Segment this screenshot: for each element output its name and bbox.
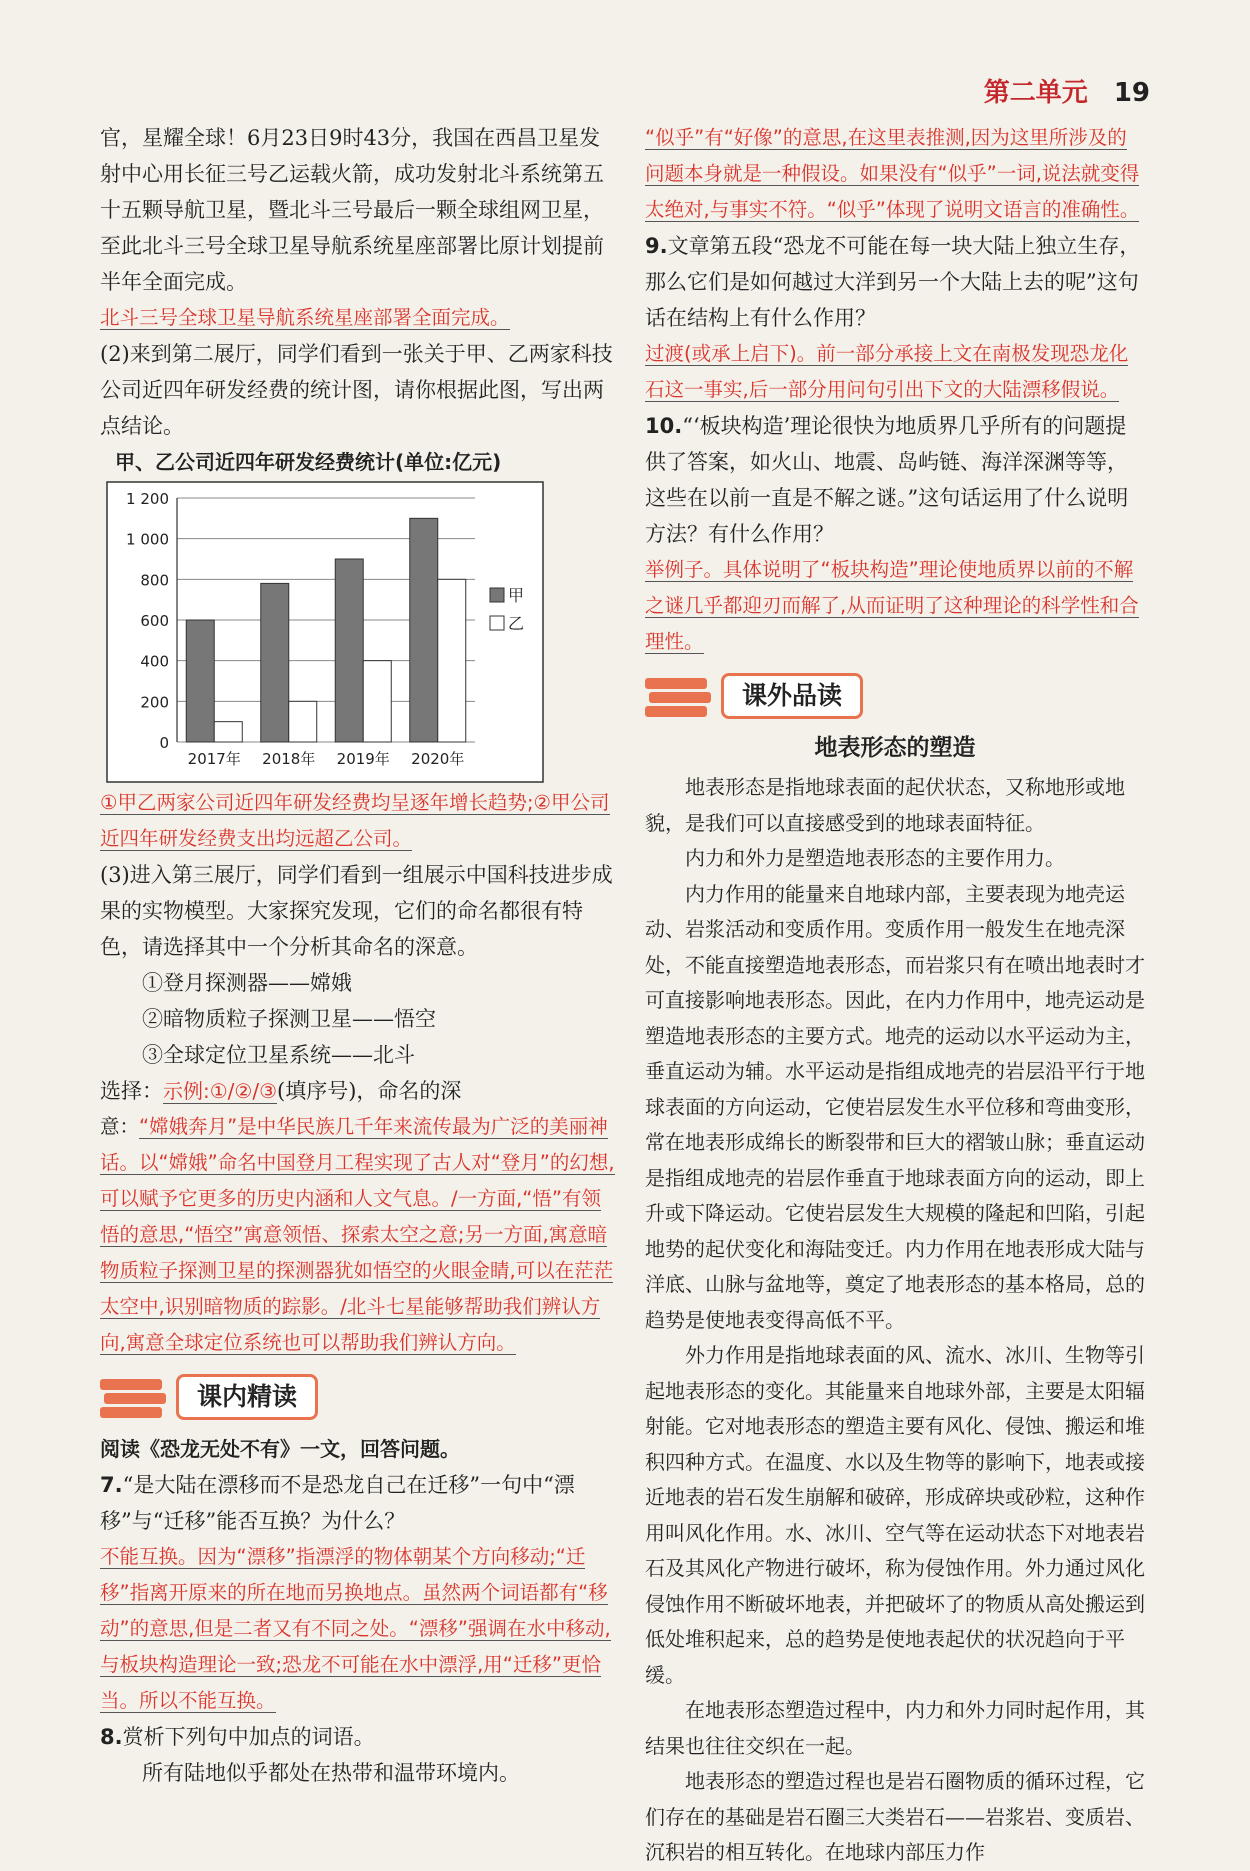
legend-swatch	[490, 616, 504, 630]
right-column	[645, 120, 1145, 1871]
unit-title: 第二单元	[983, 78, 1088, 108]
reading-instruction: 阅读《恐龙无处不有》一文，回答问题。	[100, 1437, 460, 1461]
y-tick-label: 200	[140, 693, 169, 712]
banner-label: 课外品读	[721, 673, 863, 719]
article-paragraph: 内力和外力是塑造地表形态的主要作用力。	[685, 846, 1065, 870]
intro-text: 官，星耀全球！6月23日9时43分，我国在西昌卫星发射中心用长征三号乙运载火箭，成功发射北斗系统第五十五颗导航卫星，暨北斗三号最后一颗全球组网卫星，至此北斗三号全球卫星导航系统星座部署比原计划提前半年全面完成。	[100, 126, 604, 294]
chart-title: 甲、乙公司近四年研发经费统计(单位:亿元)	[115, 450, 502, 474]
bar-甲-2019年	[335, 559, 363, 742]
article-title: 地表形态的塑造	[814, 735, 976, 761]
question-9: 9.文章第五段“恐龙不可能在每一块大陆上独立生存，那么它们是如何越过大洋到另一个大陆上去的呢”这句话在结构上有什么作用？	[645, 234, 1141, 330]
article-paragraph: 外力作用是指地球表面的风、流水、冰川、生物等引起地表形态的变化。其能量来自地球外部，主要是太阳辐射能。它对地表形态的塑造主要有风化、侵蚀、搬运和堆积四种方式。在温度、水以及生物等的影响下，地表或接近地表的岩石发生崩解和破碎，形成碎块或砂粒，这种作用叫风化作用。水、冰川、空气等在运动状态下对地表岩石及其风化产物进行破坏，称为侵蚀作用。外力通过风化侵蚀作用不断破坏地表，并把破坏了的物质从高处搬运到低处堆积起来，总的趋势是使地表起伏的状况趋向于平缓。	[645, 1343, 1145, 1687]
item-3: ③全球定位卫星系统——北斗	[142, 1043, 415, 1067]
page-number: 19	[1113, 78, 1150, 108]
select-answer: 示例:①/②/③	[163, 1079, 278, 1103]
question-2: (2)来到第二展厅，同学们看到一张关于甲、乙两家科技公司近四年研发经费的统计图，请你根据此图，写出两点结论。	[100, 342, 613, 438]
question-10: 10.“‘板块构造’理论很快为地质界几乎所有的问题提供了答案，如火山、地震、岛屿链、海洋深渊等等，这些在以前一直是不解之谜。”这句话运用了什么说明方法？有什么作用？	[645, 414, 1129, 546]
answer-8: “似乎”有“好像”的意思,在这里表推测,因为这里所涉及的问题本身就是一种假设。如果没有“似乎”一词,说法就变得太绝对,与事实不符。“似乎”体现了说明文语言的准确性。	[645, 126, 1140, 221]
answer-10: 举例子。具体说明了“板块构造”理论使地质界以前的不解之谜几乎都迎刃而解了,从而证明了这种理论的科学性和合理性。	[645, 558, 1139, 653]
legend-swatch	[490, 588, 504, 602]
article-paragraph: 内力作用的能量来自地球内部，主要表现为地壳运动、岩浆活动和变质作用。变质作用一般发生在地壳深处，不能直接塑造地表形态，而岩浆只有在喷出地表时才可直接影响地表形态。因此，在内力作用中，地壳运动是塑造地表形态的主要方式。地壳的运动以水平运动为主，垂直运动为辅。水平运动是指组成地壳的岩层沿平行于地球表面的方向运动，它使岩层发生水平位移和弯曲变形，常在地表形成绵长的断裂带和巨大的褶皱山脉；垂直运动是指组成地壳的岩层作垂直于地球表面方向的运动，即上升或下降运动。它使岩层发生大规模的隆起和凹陷，引起地势的起伏变化和海陆变迁。内力作用在地表形成大陆与洋底、山脉与盆地等，奠定了地表形态的基本格局，总的趋势是使地表变得高低不平。	[645, 881, 1145, 1332]
legend-label: 乙	[508, 614, 525, 633]
x-tick-label: 2017年	[187, 750, 241, 768]
bar-乙-2017年	[214, 722, 242, 742]
x-tick-label: 2020年	[411, 750, 465, 768]
y-tick-label: 600	[140, 612, 169, 630]
bar-甲-2020年	[410, 518, 438, 742]
item-1: ①登月探测器——嫦娥	[142, 971, 352, 995]
article-paragraph: 地表形态的塑造过程也是岩石圈物质的循环过程，它们存在的基础是岩石圈三大类岩石——岩浆岩、变质岩、沉积岩的相互转化。在地球内部压力作	[645, 1769, 1145, 1864]
chart-frame	[107, 482, 543, 782]
y-tick-label: 400	[140, 652, 169, 671]
bar-乙-2018年	[289, 701, 317, 742]
banner-label: 课内精读	[176, 1374, 318, 1420]
question-3: (3)进入第三展厅，同学们看到一组展示中国科技进步成果的实物模型。大家探究发现，它们的命名都很有特色，请选择其中一个分析其命名的深意。	[100, 863, 613, 959]
bar-chart	[105, 480, 545, 785]
y-tick-label: 0	[159, 734, 169, 752]
banner-in-class	[100, 1369, 620, 1425]
y-tick-label: 800	[140, 571, 169, 590]
question-8: 8.赏析下列句中加点的词语。	[100, 1725, 375, 1749]
page-header	[984, 72, 1150, 109]
x-tick-label: 2019年	[336, 750, 390, 768]
bar-乙-2020年	[438, 579, 466, 742]
bar-乙-2019年	[363, 661, 391, 742]
books-icon	[645, 668, 715, 724]
answer-3: 意：“嫦娥奔月”是中华民族几千年来流传最为广泛的美丽神话。以“嫦娥”命名中国登月工程实现了古人对“登月”的幻想,可以赋予它更多的历史内涵和人文气息。/一方面,“悟”有领悟的意思,“悟空”寓意领悟、探索太空之意;另一方面,寓意暗物质粒子探测卫星的探测器犹如悟空的火眼金睛,可以在茫茫太空中,识别暗物质的踪影。/北斗七星能够帮助我们辨认方向,寓意全球定位系统也可以帮助我们辨认方向。	[100, 1115, 615, 1354]
answer-7: 不能互换。因为“漂移”指漂浮的物体朝某个方向移动;“迁移”指离开原来的所在地而另换地点。虽然两个词语都有“移动”的意思,但是二者又有不同之处。“漂移”强调在水中移动,与板块构造理论一致;恐龙不可能在水中漂浮,用“迁移”更恰当。所以不能互换。	[100, 1545, 611, 1712]
select-line: 选择：示例:①/②/③(填序号)，命名的深	[100, 1079, 462, 1103]
banner-extra-reading	[645, 668, 1145, 724]
article-paragraph: 在地表形态塑造过程中，内力和外力同时起作用，其结果也往往交织在一起。	[645, 1698, 1145, 1758]
books-icon	[100, 1369, 170, 1425]
q8-sentence: 所有陆地似乎都处在热带和温带环境内。	[142, 1761, 520, 1785]
x-tick-label: 2018年	[262, 750, 316, 768]
bar-甲-2018年	[261, 583, 289, 742]
y-tick-label: 1 200	[126, 490, 169, 508]
item-2: ②暗物质粒子探测卫星——悟空	[142, 1007, 436, 1031]
y-tick-label: 1 000	[126, 530, 169, 549]
bar-甲-2017年	[186, 620, 214, 742]
left-column	[100, 120, 620, 1791]
article-paragraph: 地表形态是指地球表面的起伏状态，又称地形或地貌，是我们可以直接感受到的地球表面特征。	[645, 775, 1125, 835]
answer-1: 北斗三号全球卫星导航系统星座部署全面完成。	[100, 306, 510, 329]
legend-label: 甲	[508, 586, 525, 605]
question-7: 7.“是大陆在漂移而不是恐龙自己在迁移”一句中“漂移”与“迁移”能否互换？为什么？	[100, 1473, 575, 1533]
answer-9: 过渡(或承上启下)。前一部分承接上文在南极发现恐龙化石这一事实,后一部分用问句引出下文的大陆漂移假说。	[645, 342, 1129, 401]
answer-2: ①甲乙两家公司近四年研发经费均呈逐年增长趋势;②甲公司近四年研发经费支出均远超乙公司。	[100, 791, 610, 850]
